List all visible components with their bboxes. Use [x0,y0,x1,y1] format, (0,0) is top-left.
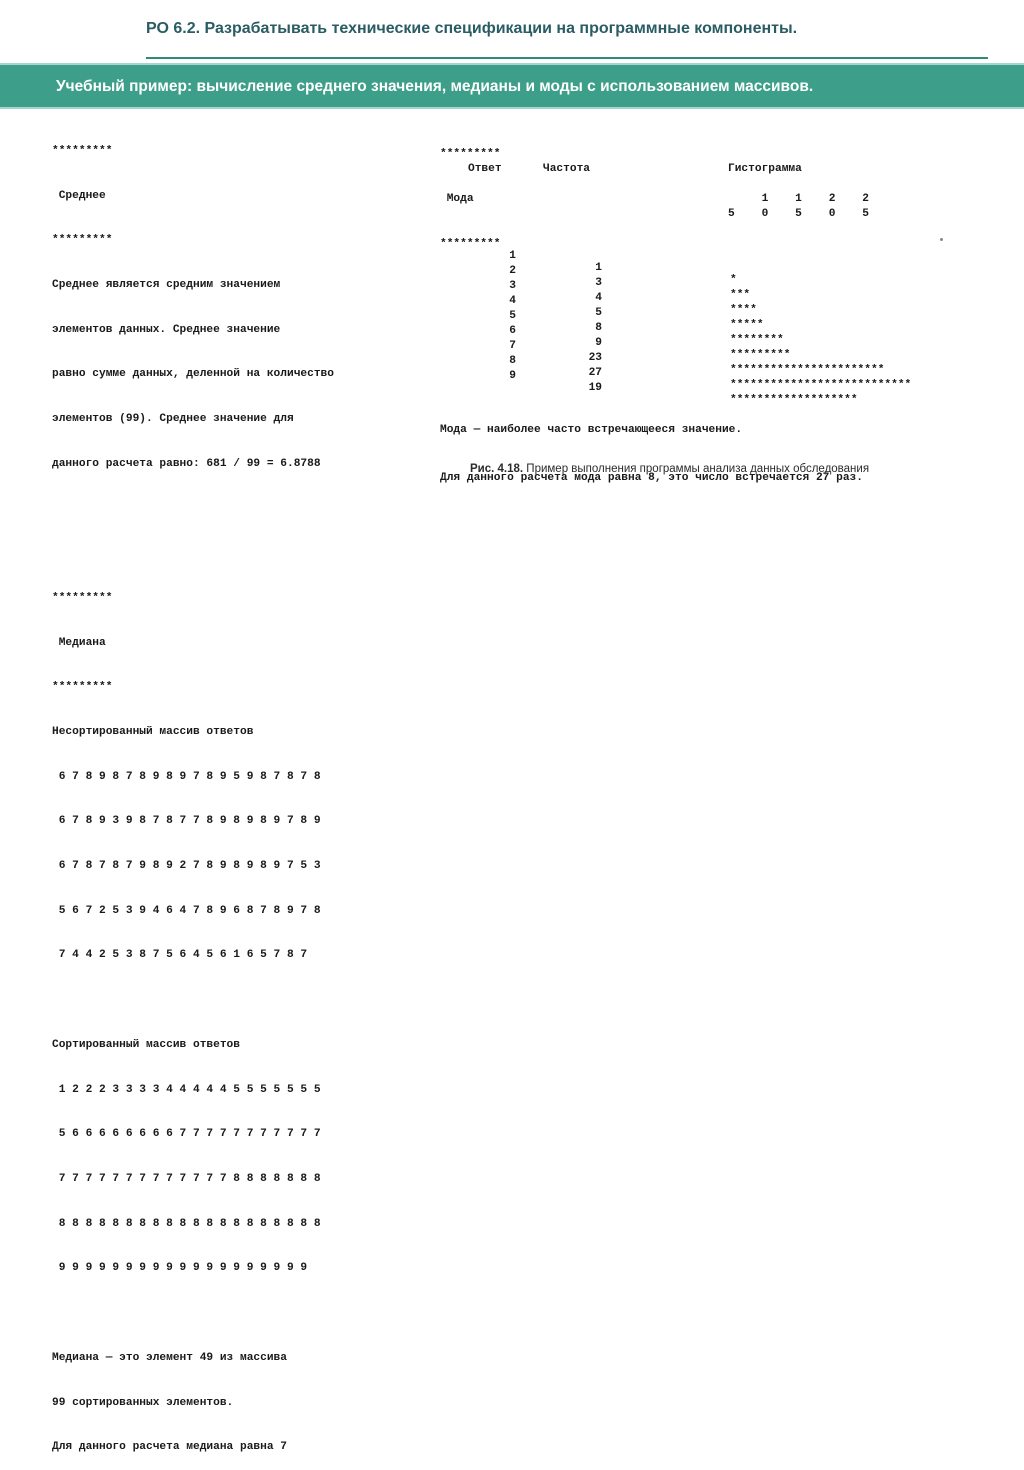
slide-title: РО 6.2. Разрабатывать технические спецификации на программные компоненты. [146,20,798,37]
frequency-value: 4 [595,292,602,304]
mode-conclusion-line: Для данного расчета мода равна 8, это число встречается 27 раз. [440,472,863,484]
median-header-line: Медиана [52,636,106,649]
figure-caption-text: Пример выполнения программы анализа данных обследования [523,463,870,475]
unsorted-row: 6 7 8 9 3 9 8 7 8 7 7 8 9 8 9 8 9 7 8 9 [52,815,321,828]
column-header-histogram: Гистограмма [728,163,802,175]
sorted-row: 7 7 7 7 7 7 7 7 7 7 7 7 7 8 8 8 8 8 8 8 [52,1172,321,1185]
mode-conclusion-line: Мода — наиболее часто встречающееся значение. [440,424,743,436]
table-row [440,253,751,301]
histogram-bar: *********************** [730,364,885,376]
answer-value: 6 [509,325,516,337]
mode-header-line: Мода [440,193,474,205]
figure-caption [470,463,869,475]
mean-line: элементов данных. Среднее значение [52,323,281,336]
sorted-row: 5 6 6 6 6 6 6 6 6 7 7 7 7 7 7 7 7 7 7 7 [52,1128,321,1141]
median-conclusion: Для данного расчета медиана равна 7 [52,1441,287,1454]
frequency-value: 23 [588,352,602,364]
histogram-bar: *** [730,289,751,301]
mean-line: элементов (99). Среднее значение для [52,413,294,426]
column-header-frequency: Частота [543,163,590,175]
frequency-value: 9 [595,337,602,349]
answer-value: 3 [509,280,516,292]
table-row [440,283,764,331]
histogram-bar: **** [730,304,757,316]
title-divider [146,57,988,59]
histogram-bar: ***** [730,319,764,331]
figure-caption-label: Рис. 4.18. [470,463,524,475]
sorted-row: 9 9 9 9 9 9 9 9 9 9 9 9 9 9 9 9 9 9 9 [52,1262,308,1275]
sorted-row: 8 8 8 8 8 8 8 8 8 8 8 8 8 8 8 8 8 8 8 8 [52,1217,321,1230]
table-row [440,238,737,286]
median-header-line: ********* [52,681,113,694]
banner-text: Учебный пример: вычисление среднего значения, медианы и моды с использованием массивов. [56,78,814,95]
histogram-bar: ********* [730,349,791,361]
median-conclusion: Медиана — это элемент 49 из массива [52,1351,287,1364]
answer-value: 1 [509,250,516,262]
histogram-scale-bottom: 5 0 5 0 5 [728,208,869,220]
frequency-value: 8 [595,322,602,334]
median-header-line: ********* [52,591,113,604]
histogram-scale-top: 1 1 2 2 [728,193,869,205]
histogram-bar: ******** [730,334,784,346]
table-row [440,268,757,316]
mode-header-line: ********* [440,148,501,160]
mean-line: Среднее является средним значением [52,278,281,291]
mean-line: ********* [52,234,113,247]
column-header-answer: Ответ [468,163,502,175]
mean-line: ********* [52,144,113,157]
unsorted-label: Несортированный массив ответов [52,725,254,738]
median-conclusion: 99 сортированных элементов. [52,1396,234,1409]
topic-banner [0,63,1024,109]
sorted-label: Сортированный массив ответов [52,1038,240,1051]
answer-value: 7 [509,340,516,352]
unsorted-row: 6 7 8 7 8 7 9 8 9 2 7 8 9 8 9 8 9 7 5 3 [52,860,321,873]
unsorted-row: 7 4 4 2 5 3 8 7 5 6 4 5 6 1 6 5 7 8 7 [52,949,308,962]
table-row [440,298,784,346]
sorted-row: 1 2 2 2 3 3 3 3 4 4 4 4 4 5 5 5 5 5 5 5 [52,1083,321,1096]
answer-value: 2 [509,265,516,277]
program-output-left [52,114,412,1470]
mean-line: равно сумме данных, деленной на количество [52,368,334,381]
unsorted-row: 5 6 7 2 5 3 9 4 6 4 7 8 9 6 8 7 8 9 7 8 [52,904,321,917]
histogram-bar: * [730,274,737,286]
mode-header-line: ********* [440,238,501,250]
scan-artifact-dot [940,238,943,241]
answer-value: 8 [509,355,516,367]
answer-value: 9 [509,370,516,382]
answer-value: 5 [509,310,516,322]
frequency-value: 3 [595,277,602,289]
mean-line: данного расчета равно: 681 / 99 = 6.8788 [52,457,321,470]
frequency-value: 5 [595,307,602,319]
frequency-value: 19 [588,382,602,394]
answer-value: 4 [509,295,516,307]
mode-conclusion [440,390,863,502]
unsorted-row: 6 7 8 9 8 7 8 9 8 9 7 8 9 5 9 8 7 8 7 8 [52,770,321,783]
frequency-value: 1 [595,262,602,274]
histogram-bar: *************************** [730,379,912,391]
histogram-bar: ******************* [730,394,858,406]
frequency-value: 27 [588,367,602,379]
mean-line: Среднее [52,189,106,202]
